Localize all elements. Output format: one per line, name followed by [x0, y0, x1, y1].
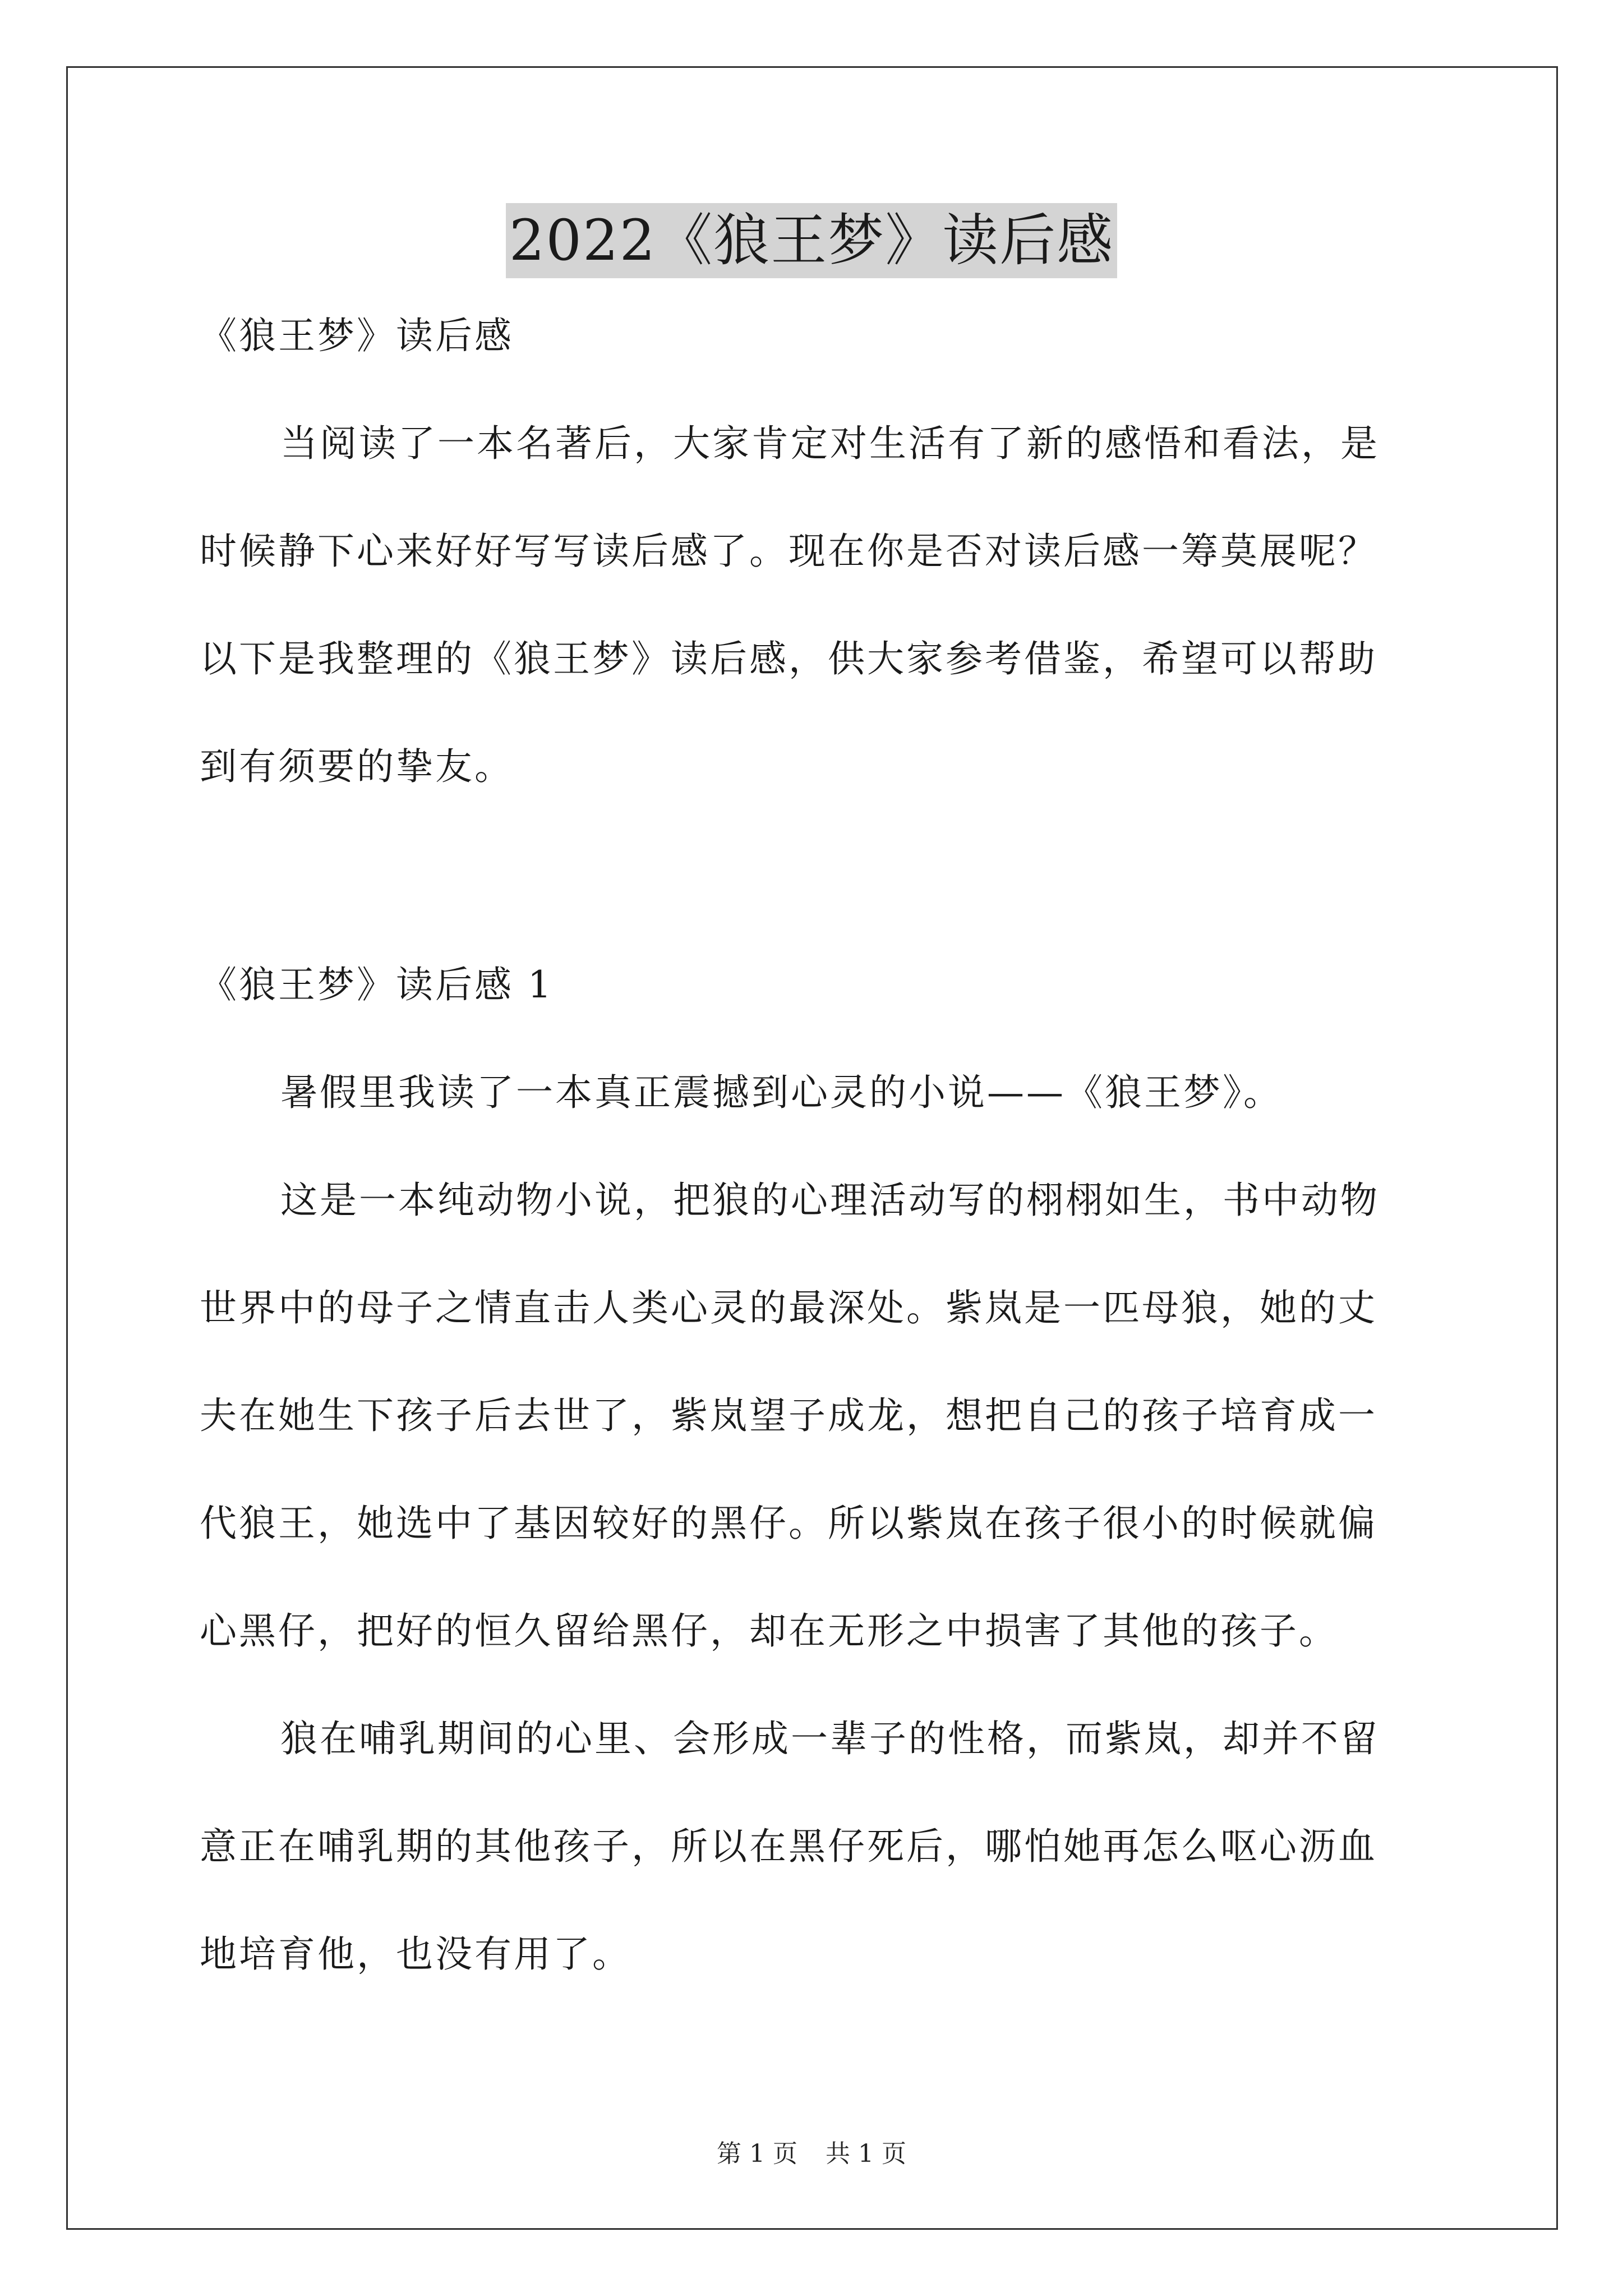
document-body — [200, 309, 1433, 1981]
intro-line: 到有须要的挚友。 — [200, 745, 514, 788]
section-heading: 《狼王梦》读后感 1 — [200, 963, 554, 1006]
intro-line: 以下是我整理的《狼王梦》读后感，供大家参考借鉴，希望可以帮助 — [200, 637, 1377, 680]
paragraph-line: 代狼王，她选中了基因较好的黑仔。所以紫岚在孩子很小的时候就偏 — [200, 1502, 1377, 1545]
paragraph-line: 世界中的母子之情直击人类心灵的最深处。紫岚是一匹母狼，她的丈 — [200, 1286, 1377, 1329]
paragraph-line: 地培育他，也没有用了。 — [200, 1932, 631, 1976]
page-number: 第 1 页 — [717, 2139, 797, 2168]
title-container — [0, 203, 1623, 278]
intro-line: 时候静下心来好好写写读后感了。现在你是否对读后感一筹莫展呢？ — [200, 530, 1377, 573]
page-footer — [0, 2137, 1623, 2171]
paragraph-line: 心黑仔，把好的恒久留给黑仔，却在无形之中损害了其他的孩子。 — [200, 1609, 1338, 1653]
page-total: 共 1 页 — [826, 2139, 906, 2168]
intro-heading: 《狼王梦》读后感 — [200, 314, 514, 357]
document-title: 2022《狼王梦》读后感 — [506, 203, 1118, 278]
paragraph-line: 狼在哺乳期间的心里、会形成一辈子的性格，而紫岚，却并不留 — [280, 1717, 1380, 1760]
intro-line: 当阅读了一本名著后，大家肯定对生活有了新的感悟和看法，是 — [280, 422, 1380, 465]
paragraph-line: 这是一本纯动物小说，把狼的心理活动写的栩栩如生，书中动物 — [280, 1179, 1380, 1222]
paragraph-line: 夫在她生下孩子后去世了，紫岚望子成龙，想把自己的孩子培育成一 — [200, 1394, 1377, 1437]
paragraph-line: 暑假里我读了一本真正震撼到心灵的小说——《狼王梦》。 — [280, 1071, 1283, 1114]
paragraph-line: 意正在哺乳期的其他孩子，所以在黑仔死后，哪怕她再怎么呕心沥血 — [200, 1825, 1377, 1868]
